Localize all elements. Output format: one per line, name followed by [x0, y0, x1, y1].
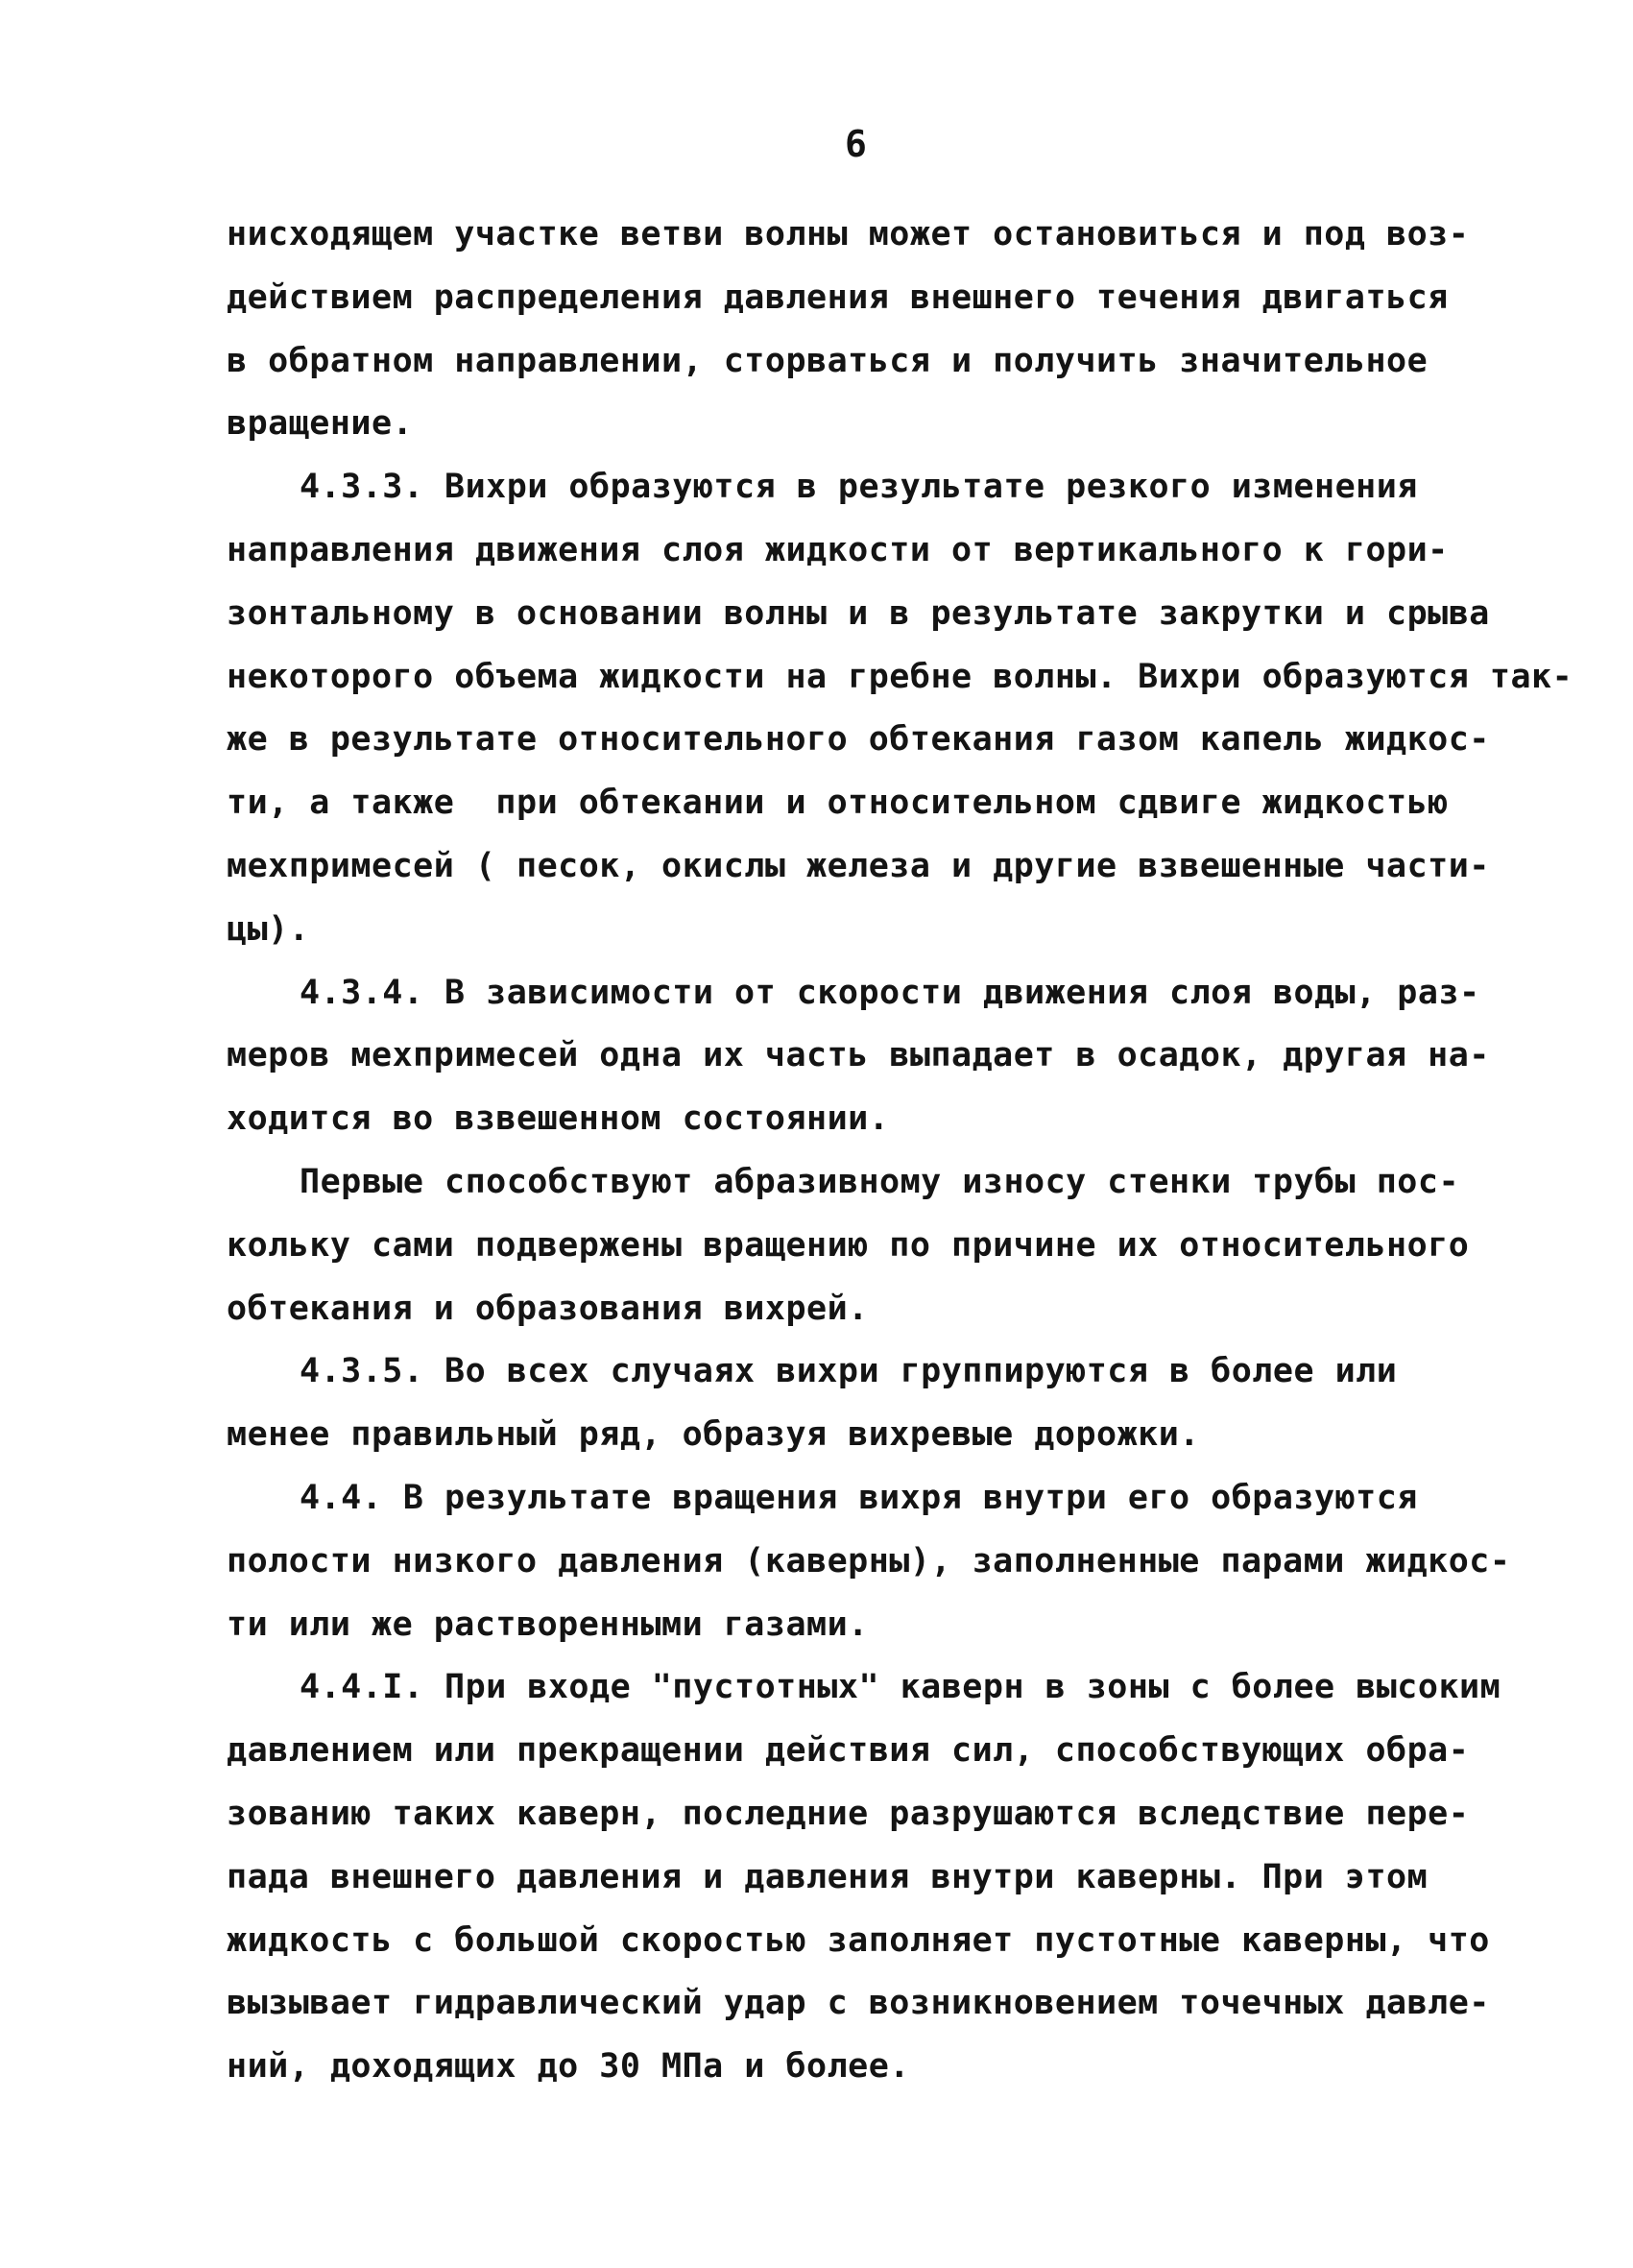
text-line: 4.4.I. При входе "пустотных" каверн в зоны с более высоким	[300, 1668, 1501, 1707]
text-line: полости низкого давления (каверны), заполненные парами жидкос-	[227, 1541, 1511, 1580]
text-line: действием распределения давления внешнего течения двигаться	[227, 277, 1449, 317]
page-number: 6	[845, 123, 868, 165]
text-line: вызывает гидравлический удар с возникновением точечных давле-	[227, 1984, 1490, 2023]
text-line: ти или же растворенными газами.	[227, 1604, 869, 1644]
text-line: же в результате относительного обтекания газом капель жидкос-	[227, 720, 1490, 760]
text-line: 4.3.3. Вихри образуются в результате резкого изменения	[300, 468, 1418, 507]
text-line: Первые способствуют абразивному износу стенки трубы пос-	[300, 1162, 1460, 1201]
text-line: вращение.	[227, 404, 414, 444]
body-text	[227, 204, 1573, 2099]
text-line: зованию таких каверн, последние разрушаются вследствие пере-	[227, 1794, 1470, 1833]
text-line: 4.3.5. Во всех случаях вихри группируются в более или	[300, 1352, 1398, 1391]
text-line: меров мехпримесей одна их часть выпадает в осадок, другая на-	[227, 1036, 1490, 1075]
text-line: 4.3.4. В зависимости от скорости движения слоя воды, раз-	[300, 973, 1480, 1012]
text-line: жидкость с большой скоростью заполняет пустотные каверны, что	[227, 1920, 1490, 1960]
text-line: ний, доходящих до 30 МПа и более.	[227, 2047, 910, 2087]
text-line: давлением или прекращении действия сил, способствующих обра-	[227, 1731, 1470, 1771]
text-line: мехпримесей ( песок, окислы железа и другие взвешенные части-	[227, 846, 1490, 885]
text-line: 4.4. В результате вращения вихря внутри его образуются	[300, 1478, 1418, 1517]
text-line: зонтальному в основании волны и в результате закрутки и срыва	[227, 593, 1490, 633]
text-line: нисходящем участке ветви волны может остановиться и под воз-	[227, 215, 1470, 253]
text-line: в обратном направлении, сторваться и получить значительное	[227, 341, 1429, 380]
text-line: ходится во взвешенном состоянии.	[227, 1099, 890, 1139]
text-line: направления движения слоя жидкости от вертикального к гори-	[227, 530, 1449, 569]
text-line: цы).	[227, 909, 310, 949]
text-line: кольку сами подвержены вращению по причине их относительного	[227, 1225, 1470, 1265]
text-line: пада внешнего давления и давления внутри каверны. При этом	[227, 1857, 1429, 1896]
text-line: некоторого объема жидкости на гребне волны. Вихри образуются так-	[227, 657, 1573, 696]
text-line: обтекания и образования вихрей.	[227, 1289, 869, 1328]
text-line: ти, а также при обтекании и относительном сдвиге жидкостью	[227, 784, 1449, 823]
text-line: менее правильный ряд, образуя вихревые дорожки.	[227, 1415, 1200, 1455]
